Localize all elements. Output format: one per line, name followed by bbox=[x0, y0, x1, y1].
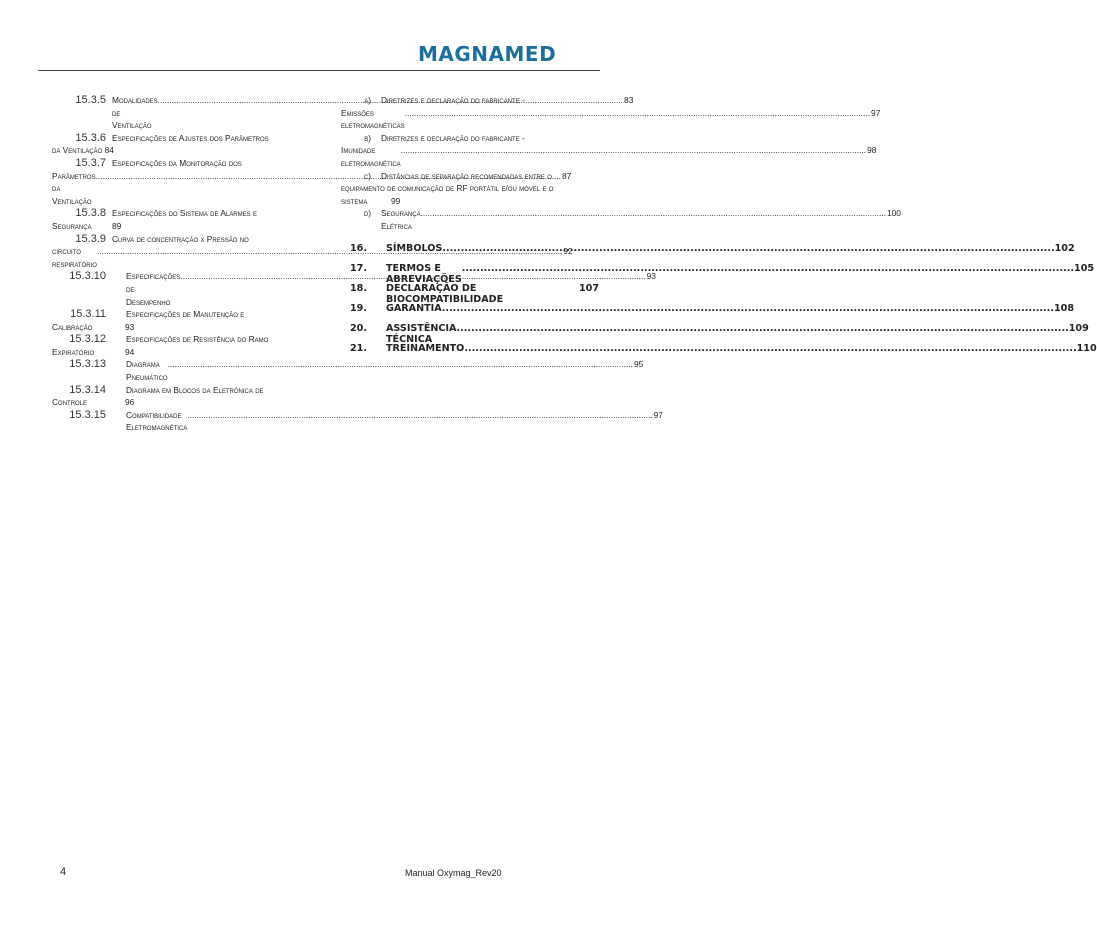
toc-chapter[interactable] bbox=[341, 302, 1074, 323]
toc-entry-number: 15.3.8 bbox=[75, 207, 106, 220]
toc-entry[interactable] bbox=[52, 132, 308, 157]
toc-entry-number: 15.3.7 bbox=[75, 156, 106, 169]
toc-entry-number: 15.3.15 bbox=[69, 408, 106, 421]
toc-entry-number: 15.3.11 bbox=[70, 308, 106, 321]
toc-chapter-page: 107 bbox=[578, 282, 599, 294]
toc-entry-page: 83 bbox=[624, 95, 634, 105]
toc-entry-number: 15.3.12 bbox=[69, 333, 106, 346]
toc-entry-number: 15.3.14 bbox=[69, 383, 106, 396]
toc-entry-page: 94 bbox=[125, 346, 135, 357]
toc-entry[interactable] bbox=[52, 408, 663, 434]
toc-subentry[interactable] bbox=[341, 207, 901, 232]
toc-entry-title: Compatibilidade Eletromagnética bbox=[126, 409, 188, 433]
toc-entry-page: 93 bbox=[646, 271, 656, 282]
toc-subentry-title: Distâncias de separação recomendadas entre o bbox=[381, 170, 552, 181]
toc-chapter-title: TERMOS E ABREVIAÇÕES bbox=[386, 262, 462, 285]
toc-subentry-title-cont: equipamento de comunicação de RF portátil e/ou móvel e o bbox=[341, 183, 554, 194]
toc-entry[interactable] bbox=[52, 358, 644, 383]
toc-chapter-number: 21. bbox=[350, 342, 367, 354]
toc-subentry-page: 100 bbox=[886, 208, 901, 219]
toc-subentry[interactable] bbox=[341, 132, 877, 170]
footer-doc-title: Manual Oxymag_Rev20 bbox=[405, 868, 502, 878]
toc-entry-title: Especificações do Sistema de Alarmes e bbox=[112, 208, 257, 219]
toc-entry-title-cont: circuito respiratório bbox=[52, 246, 97, 269]
toc-subentry-title-cont2: sistema bbox=[341, 195, 368, 206]
toc-chapter-title: DECLARAÇÃO DE BIOCOMPATIBILIDADE bbox=[386, 282, 504, 305]
toc-subentry-title-cont: Imunidade eletromagnética bbox=[341, 145, 401, 168]
toc-chapter-title: TREINAMENTO bbox=[386, 342, 465, 354]
toc-entry-page: 97 bbox=[653, 409, 663, 420]
toc-entry-title: Especificações de Resistência do Ramo bbox=[126, 334, 269, 345]
toc-chapter-number: 20. bbox=[350, 322, 367, 334]
brand-logo: MAGNAMED bbox=[418, 42, 557, 66]
toc-entry-title: Diagrama em Blocos da Eletrônica de bbox=[126, 384, 264, 395]
toc-entry-page: 87 bbox=[561, 170, 572, 181]
toc-subentry-title: Segurança Elétrica bbox=[381, 208, 421, 231]
toc-chapter[interactable] bbox=[341, 342, 1097, 363]
toc-chapter-page: 109 bbox=[1068, 322, 1089, 334]
toc-chapter-page: 108 bbox=[1053, 302, 1074, 314]
toc-entry-title-cont: Controle bbox=[52, 397, 88, 408]
toc-entry[interactable] bbox=[52, 207, 308, 232]
toc-subentry-letter: a) bbox=[364, 95, 371, 105]
toc-chapter-number: 16. bbox=[350, 242, 367, 254]
toc-entry-number: 15.3.5 bbox=[75, 94, 106, 106]
toc-entry[interactable] bbox=[52, 308, 308, 333]
header-rule bbox=[38, 70, 600, 71]
toc-subentry-letter: d) bbox=[363, 208, 371, 219]
toc-chapter-number: 19. bbox=[350, 302, 367, 314]
toc-chapter-title: GARANTIA bbox=[386, 302, 442, 314]
toc-entry[interactable] bbox=[52, 384, 308, 409]
toc-entry-title: Diagrama Pneumático bbox=[126, 359, 168, 383]
toc-chapter-page: 102 bbox=[1054, 242, 1075, 254]
toc-subentry-title-cont: Emissões eletromagnéticas bbox=[341, 107, 405, 131]
toc-entry-number: 15.3.10 bbox=[69, 270, 106, 283]
toc-entry-number: 15.3.9 bbox=[75, 232, 106, 245]
toc-entry-page: 96 bbox=[125, 397, 135, 408]
toc-subentry-title: Diretrizes e declaração do fabricante - bbox=[381, 132, 525, 143]
toc-chapter[interactable] bbox=[341, 322, 1089, 345]
toc-subentry-page: 97 bbox=[871, 107, 881, 118]
toc-entry-title-cont: Parâmetros da Ventilação bbox=[52, 170, 96, 206]
toc-entry-title: Modalidades de Ventilação bbox=[112, 95, 158, 131]
toc-entry-number: 15.3.6 bbox=[75, 131, 106, 144]
toc-chapter-title: SÍMBOLOS bbox=[386, 242, 443, 254]
toc-entry-number: 15.3.13 bbox=[69, 358, 106, 371]
toc-entry-page: 95 bbox=[633, 359, 644, 370]
toc-chapter-number: 18. bbox=[350, 282, 367, 294]
toc-chapter[interactable] bbox=[341, 283, 599, 303]
toc-entry-page: 89 bbox=[112, 220, 122, 231]
toc-entry-title: Especificações de Ajustes dos Parâmetros bbox=[112, 132, 269, 143]
toc-chapter-title: ASSISTÊNCIA TÉCNICA bbox=[386, 322, 457, 345]
toc-chapter[interactable] bbox=[341, 242, 1075, 263]
toc-entry-page: 84 bbox=[104, 145, 114, 156]
toc-subentry-page: 98 bbox=[867, 145, 877, 156]
toc-entry-title-cont: Expiratório bbox=[52, 346, 95, 357]
toc-entry-title-cont: Calibração bbox=[52, 321, 93, 332]
toc-entry-title: Especificações de Manutenção e bbox=[126, 309, 245, 320]
toc-subentry-letter: b) bbox=[364, 132, 371, 143]
toc-entry-title-cont: Segurança bbox=[52, 220, 92, 231]
toc-entry-title-cont: da Ventilação bbox=[52, 145, 103, 156]
toc-entry-page: 93 bbox=[125, 321, 135, 332]
toc-subentry[interactable] bbox=[341, 170, 599, 208]
footer-page-number: 4 bbox=[60, 866, 67, 878]
toc-entry-title: Especificações de Desempenho bbox=[126, 271, 181, 307]
toc-entry-title: Especificações da Monitoração dos bbox=[112, 157, 242, 168]
toc-chapter-number: 17. bbox=[350, 262, 367, 274]
toc-subentry-page: 99 bbox=[391, 195, 401, 206]
toc-entry-page: 92 bbox=[563, 246, 573, 257]
toc-entry-title: Curva de concentração x Pressão no bbox=[112, 233, 249, 244]
toc-subentry-title: Diretrizes e declaração do fabricante - bbox=[381, 95, 525, 105]
toc-chapter-page: 105 bbox=[1074, 262, 1095, 274]
toc-subentry-letter: c) bbox=[363, 170, 371, 181]
toc-entry[interactable] bbox=[52, 333, 308, 358]
toc-chapter-page: 110 bbox=[1076, 342, 1097, 354]
